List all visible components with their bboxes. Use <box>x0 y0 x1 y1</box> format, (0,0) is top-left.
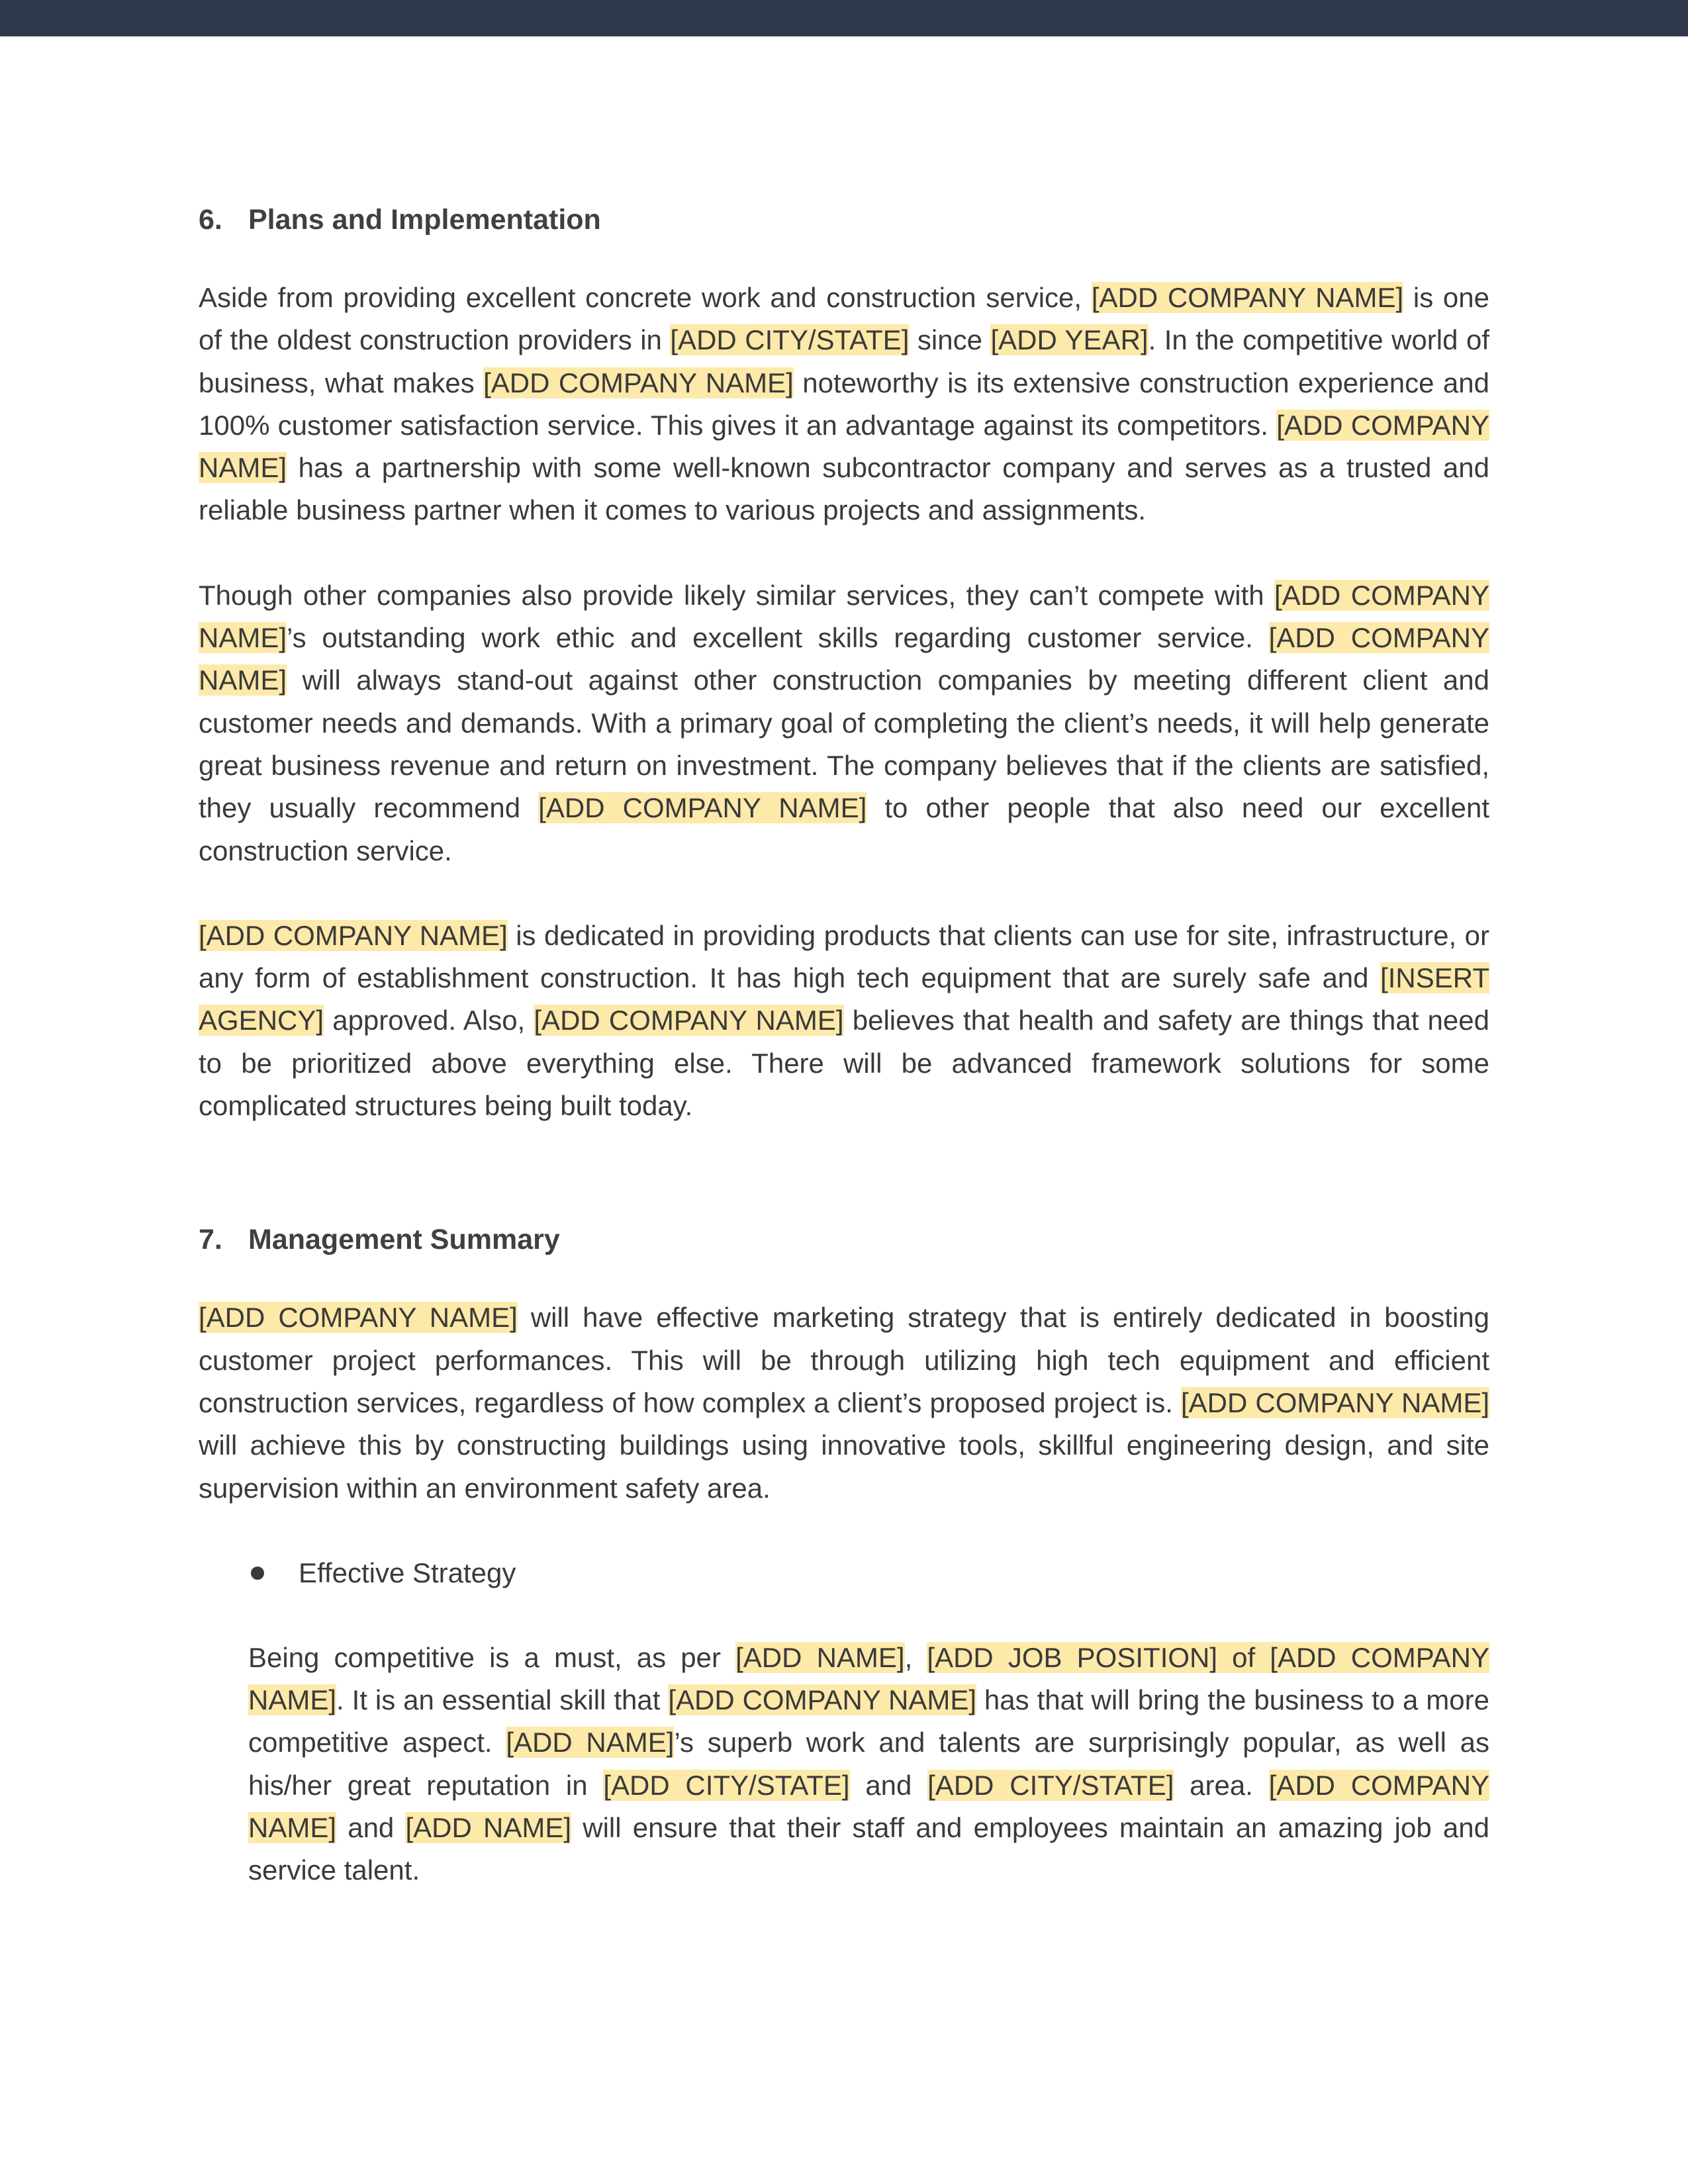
text-run: has that will bring the business to a more competitive aspect. <box>248 1684 1489 1758</box>
text-run: will have effective marketing strategy that is entirely dedicated in boosting customer project performances. This will be through utilizing high tech equipment and efficient construction services, regardless of how complex a client’s proposed project is. <box>199 1302 1489 1418</box>
placeholder-highlight: [ADD COMPANY NAME] <box>248 1769 1489 1844</box>
text-run: ’s outstanding work ethic and excellent skills regarding customer service. <box>287 622 1269 654</box>
section-7-paragraph-2 <box>248 1637 1489 1892</box>
placeholder-highlight: [ADD COMPANY NAME] <box>199 919 508 951</box>
section-7-heading <box>199 1212 1489 1267</box>
text-run: will ensure that their staff and employees maintain an amazing job and service talent. <box>248 1812 1489 1886</box>
placeholder-highlight: [ADD COMPANY NAME] <box>1091 282 1404 313</box>
placeholder-highlight: [ADD COMPANY NAME] <box>199 622 1489 696</box>
placeholder-highlight: [INSERT AGENCY] <box>199 962 1489 1036</box>
text-run: and <box>336 1812 406 1844</box>
text-run: is dedicated in providing products that clients can use for site, infrastructure, or any form of establishment construction. It has high tech equipment that are surely safe and <box>199 919 1489 994</box>
placeholder-highlight: [ADD COMPANY NAME] <box>199 579 1489 654</box>
document-body <box>199 192 1489 1892</box>
text-run: is one of the oldest construction providers in <box>199 282 1490 356</box>
section-6-paragraph-3 <box>199 915 1489 1127</box>
section-7-title: Management Summary <box>248 1224 560 1256</box>
text-run: Though other companies also provide likely similar services, they can’t compete with <box>199 579 1275 611</box>
text-run: has a partnership with some well-known subcontractor company and serves as a trusted and reliable business partner when it comes to various projects and assignments. <box>199 452 1489 526</box>
placeholder-highlight: [ADD YEAR] <box>990 324 1149 356</box>
text-run: Being competitive is a must, as per <box>248 1641 736 1673</box>
section-7-paragraph-1 <box>199 1297 1489 1509</box>
placeholder-highlight: [ADD COMPANY NAME] <box>199 1302 518 1334</box>
text-run: Aside from providing excellent concrete work and construction service, <box>199 282 1092 313</box>
placeholder-highlight: [ADD NAME] <box>506 1727 675 1758</box>
text-run: area. <box>1174 1769 1269 1801</box>
text-run: believes that health and safety are things that need to be prioritized above everything else. There will be advanced framework solutions for some complicated structures being built today. <box>199 1005 1489 1122</box>
placeholder-highlight: [ADD JOB POSITION] of [ADD COMPANY NAME] <box>248 1641 1490 1716</box>
text-run: . It is an essential skill that <box>336 1684 669 1716</box>
placeholder-highlight: [ADD NAME] <box>405 1812 572 1844</box>
text-run: , <box>904 1641 927 1673</box>
placeholder-highlight: [ADD NAME] <box>735 1641 905 1673</box>
placeholder-highlight: [ADD COMPANY NAME] <box>483 367 794 398</box>
text-run: approved. Also, <box>324 1005 534 1036</box>
text-run: and <box>849 1769 928 1801</box>
text-run: to other people that also need our excellent construction service. <box>199 792 1489 866</box>
placeholder-highlight: [ADD CITY/STATE] <box>670 324 910 356</box>
text-run: will always stand-out against other construction companies by meeting different client and customer needs and demands. With a primary goal of completing the client’s needs, it will help generate great business revenue and return on investment. The company believes that if the clients are satisfied, they usually recommend <box>199 664 1489 824</box>
section-7-number: 7. <box>199 1224 222 1256</box>
placeholder-highlight: [ADD CITY/STATE] <box>927 1769 1174 1801</box>
top-banner-bar <box>0 0 1688 36</box>
section-6-number: 6. <box>199 204 222 236</box>
section-6-paragraph-2 <box>199 574 1489 872</box>
text-run: noteworthy is its extensive construction experience and 100% customer satisfaction service. This gives it an advantage against its competitors. <box>199 367 1489 441</box>
placeholder-highlight: [ADD COMPANY NAME] <box>668 1684 977 1716</box>
bullet-label: Effective Strategy <box>299 1557 516 1588</box>
placeholder-highlight: [ADD COMPANY NAME] <box>1180 1387 1490 1418</box>
text-run: since <box>909 324 991 356</box>
section-6-heading <box>199 192 1489 248</box>
bullet-item <box>248 1552 1489 1594</box>
text-run: . In the competitive world of business, what makes <box>199 324 1489 398</box>
placeholder-highlight: [ADD COMPANY NAME] <box>538 792 867 824</box>
placeholder-highlight: [ADD COMPANY NAME] <box>534 1005 844 1036</box>
text-run: ’s superb work and talents are surprisingly popular, as well as his/her great reputation in <box>248 1727 1490 1801</box>
placeholder-highlight: [ADD CITY/STATE] <box>603 1769 850 1801</box>
text-run: will achieve this by constructing buildings using innovative tools, skillful engineering design, and site supervision within an environment safety area. <box>199 1430 1489 1504</box>
section-6-paragraph-1 <box>199 277 1489 532</box>
section-6-title: Plans and Implementation <box>248 204 601 236</box>
placeholder-highlight: [ADD COMPANY NAME] <box>199 409 1489 484</box>
bullet-dot-icon <box>251 1567 264 1580</box>
